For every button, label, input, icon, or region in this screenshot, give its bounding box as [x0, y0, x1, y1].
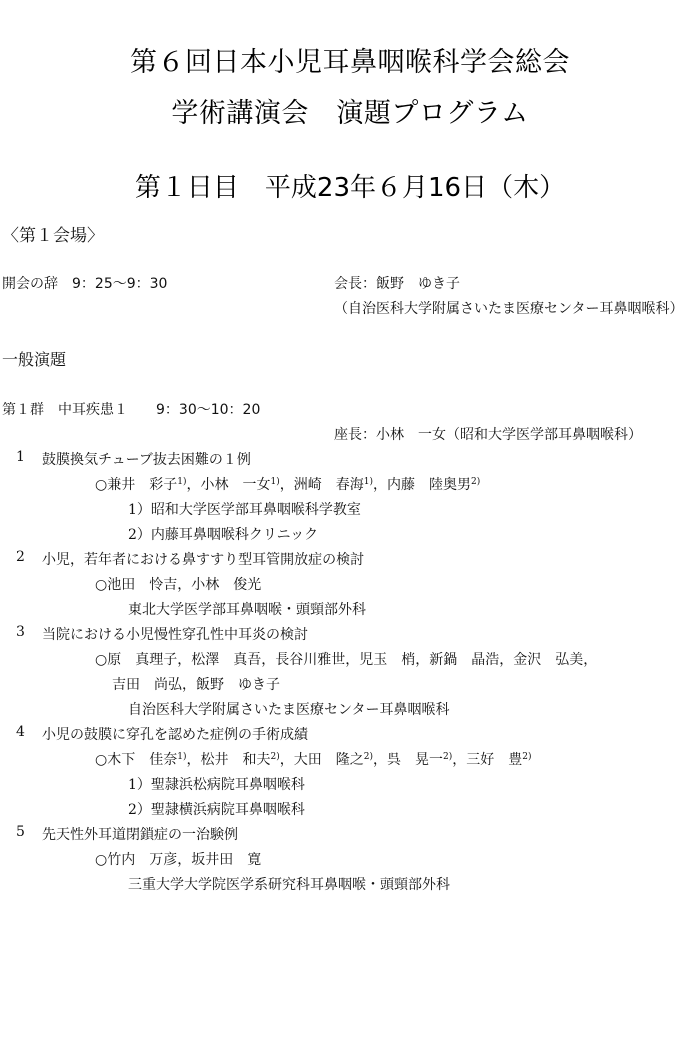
talk-authors: ○木下 佳奈$^{1)}$，松井 和夫$^{2)}$，大田 隆之$^{2)}$，呉 晃一$^{2)}$，三好 豊$^{2)}$ [95, 752, 532, 768]
section-heading: 一般演題 [2, 350, 67, 369]
talk-affiliation: 2）内藤耳鼻咽喉科クリニック [128, 527, 319, 543]
talk-number: 5 [16, 824, 25, 840]
group-heading: 第１群 中耳疾患１ 9：30～10：20 [2, 402, 261, 418]
venue-heading: 〈第１会場〉 [2, 226, 104, 246]
talk-number: 4 [16, 724, 25, 740]
talk-affiliation: 三重大学大学院医学系研究科耳鼻咽喉・頭頸部外科 [128, 877, 450, 893]
group-chair-name: 座長：小林 一女 [334, 427, 446, 443]
talk-authors-cont: 吉田 尚弘，飯野 ゆき子 [112, 677, 280, 693]
talk-number: 3 [16, 624, 25, 640]
talk-title: 小児の鼓膜に穿孔を認めた症例の手術成績 [42, 727, 308, 743]
talk-title: 鼓膜換気チューブ抜去困難の１例 [42, 452, 251, 468]
group-chair [334, 424, 642, 444]
talk-affiliation: 東北大学医学部耳鼻咽喉・頭頸部外科 [128, 602, 366, 618]
talk-affiliation: 1）昭和大学医学部耳鼻咽喉科学教室 [128, 502, 361, 518]
talk-number: 1 [16, 449, 25, 465]
talk-authors: ○原 真理子，松澤 真吾，長谷川雅世，児玉 梢，新鍋 晶浩，金沢 弘美， [95, 652, 598, 668]
talk-affiliation: 2）聖隷横浜病院耳鼻咽喉科 [128, 802, 305, 818]
program-title: 第６回日本小児耳鼻咽喉科学会総会 [130, 47, 570, 78]
program-date: 第１日目 平成23年６月16日（木） [134, 173, 566, 203]
opening-session: 開会の辞 9：25～9：30 [2, 276, 168, 292]
talk-title: 当院における小児慢性穿孔性中耳炎の検討 [42, 627, 308, 643]
opening-chair: 会長：飯野 ゆき子 [334, 276, 460, 292]
talk-affiliation: 1）聖隷浜松病院耳鼻咽喉科 [128, 777, 305, 793]
opening-chair-affiliation: （自治医科大学附属さいたま医療センター耳鼻咽喉科） [334, 301, 684, 317]
talk-authors: ○池田 怜吉，小林 俊光 [95, 577, 262, 593]
talk-number: 2 [16, 549, 25, 565]
talk-affiliation: 自治医科大学附属さいたま医療センター耳鼻咽喉科 [128, 702, 450, 718]
group-chair-affiliation: （昭和大学医学部耳鼻咽喉科） [446, 427, 642, 443]
program-subtitle: 学術講演会 演題プログラム [171, 98, 529, 129]
talk-authors: ○竹内 万彦，坂井田 寛 [95, 852, 262, 868]
talk-authors: ○兼井 彩子$^{1)}$，小林 一女$^{1)}$，洲崎 春海$^{1)}$，内藤 陸奥男$^{2)}$ [95, 477, 481, 493]
talk-title: 先天性外耳道閉鎖症の一治験例 [42, 827, 238, 843]
talk-title: 小児，若年者における鼻すすり型耳管開放症の検討 [42, 552, 365, 568]
